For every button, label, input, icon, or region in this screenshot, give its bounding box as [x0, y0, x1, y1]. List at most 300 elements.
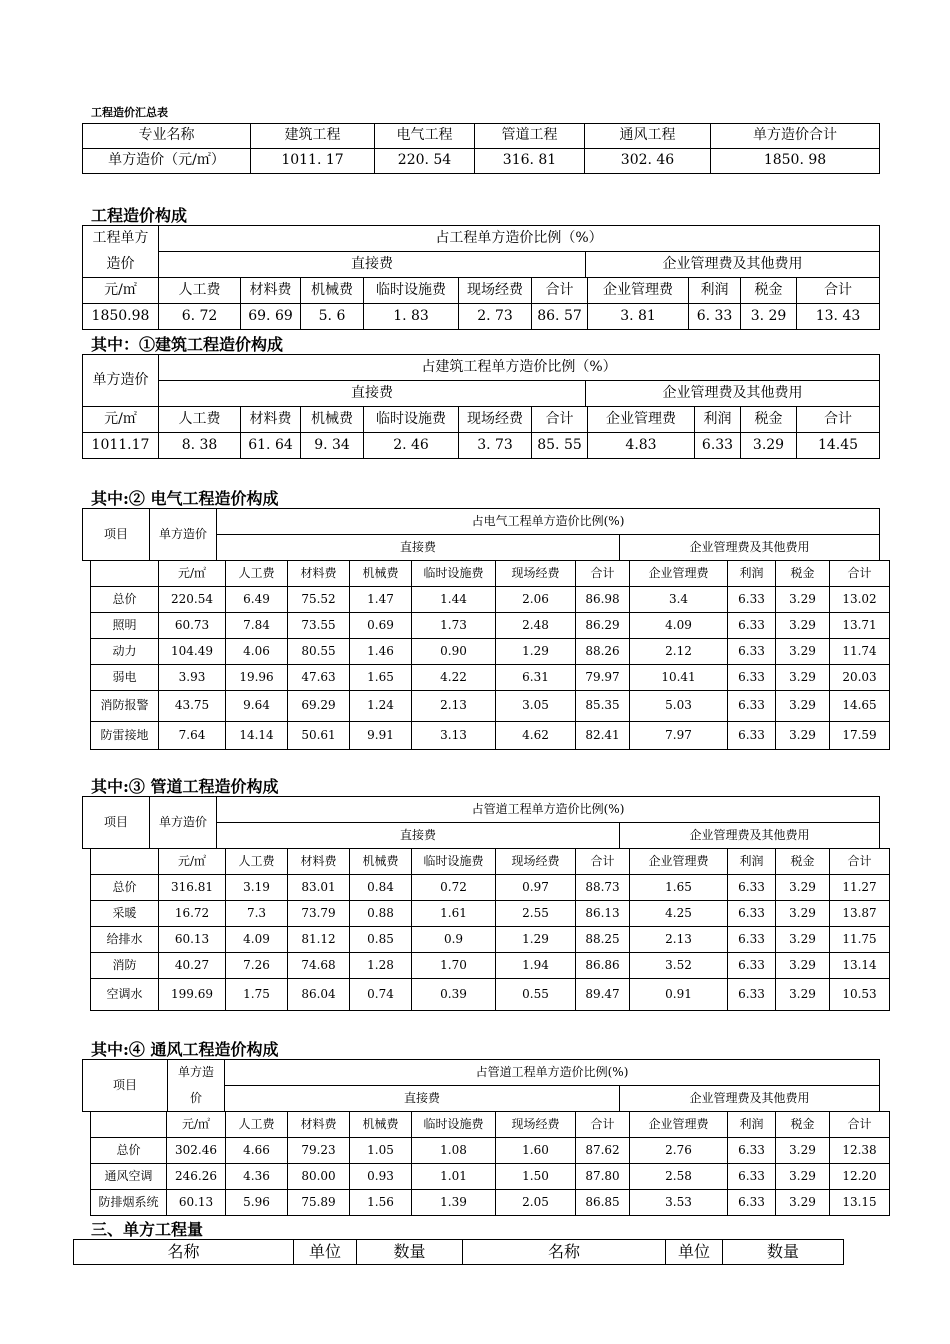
overall-column-header: 材料费 [241, 278, 301, 304]
cell: 6.49 [226, 587, 288, 613]
cell: 5.96 [226, 1190, 288, 1216]
cell: 246.26 [167, 1164, 226, 1190]
cell: 316.81 [159, 875, 226, 901]
quantity-header: 单位 [666, 1240, 723, 1265]
cell: 88.25 [576, 927, 630, 953]
cell: 10.41 [630, 665, 728, 691]
building-column-header: 现场经费 [459, 407, 532, 433]
piping-blank-cell [91, 849, 159, 875]
cell: 2.05 [496, 1190, 576, 1216]
cell: 1.44 [412, 587, 496, 613]
overall-value: 3. 29 [741, 304, 797, 330]
cell: 6.33 [728, 1164, 776, 1190]
cell: 9.91 [350, 722, 412, 750]
table-row [91, 1190, 890, 1216]
cell: 1.65 [630, 875, 728, 901]
cell: 2.13 [630, 927, 728, 953]
cell: 40.27 [159, 953, 226, 979]
electrical-column-header: 企业管理费 [630, 561, 728, 587]
cell: 0.72 [412, 875, 496, 901]
cell: 7.64 [159, 722, 226, 750]
cell: 13.02 [830, 587, 890, 613]
overall-value: 6. 33 [689, 304, 741, 330]
table-row [91, 1138, 890, 1164]
table-row [91, 875, 890, 901]
cell: 2.06 [496, 587, 576, 613]
cell: 0.93 [350, 1164, 412, 1190]
cell: 6.33 [728, 1190, 776, 1216]
cell: 2.76 [630, 1138, 728, 1164]
cell: 4.09 [226, 927, 288, 953]
electrical-column-header: 材料费 [288, 561, 350, 587]
cell: 302.46 [167, 1138, 226, 1164]
building-column-header: 机械费 [301, 407, 364, 433]
cell: 220.54 [159, 587, 226, 613]
electrical-column-header: 利润 [728, 561, 776, 587]
overall-column-header: 合计 [532, 278, 588, 304]
overall-column-header: 税金 [741, 278, 797, 304]
row-label: 防排烟系统 [91, 1190, 167, 1216]
electrical-direct-header: 直接费 [217, 535, 620, 561]
ventilation-column-header: 人工费 [226, 1112, 288, 1138]
cell: 0.91 [630, 979, 728, 1011]
building-value: 1011.17 [83, 433, 159, 459]
cell: 87.62 [576, 1138, 630, 1164]
building-value: 61. 64 [241, 433, 301, 459]
table-row [91, 722, 890, 750]
cell: 3.29 [776, 587, 830, 613]
cell: 75.52 [288, 587, 350, 613]
building-ratio-header: 占建筑工程单方造价比例（%） [159, 355, 880, 381]
summary-header: 建筑工程 [251, 124, 375, 149]
cell: 6.33 [728, 722, 776, 750]
cell: 1.08 [412, 1138, 496, 1164]
cell: 1.29 [496, 927, 576, 953]
cell: 3.4 [630, 587, 728, 613]
cell: 1.05 [350, 1138, 412, 1164]
cell: 0.84 [350, 875, 412, 901]
cell: 6.33 [728, 587, 776, 613]
cell: 3.13 [412, 722, 496, 750]
cell: 199.69 [159, 979, 226, 1011]
cell: 80.00 [288, 1164, 350, 1190]
building-value: 2. 46 [364, 433, 459, 459]
electrical-column-header: 人工费 [226, 561, 288, 587]
quantity-header: 数量 [723, 1240, 844, 1265]
ventilation-title: 其中:④ 通风工程造价构成 [91, 1040, 279, 1059]
cell: 4.62 [496, 722, 576, 750]
cell: 3.29 [776, 613, 830, 639]
ventilation-table-head [82, 1059, 880, 1112]
electrical-ratio-header: 占电气工程单方造价比例(%) [217, 509, 880, 535]
overall-table-body [82, 277, 880, 330]
cell: 4.06 [226, 639, 288, 665]
overall-column-header: 利润 [689, 278, 741, 304]
electrical-column-header: 合计 [830, 561, 890, 587]
cell: 86.86 [576, 953, 630, 979]
ventilation-column-header: 企业管理费 [630, 1112, 728, 1138]
ventilation-column-header: 临时设施费 [412, 1112, 496, 1138]
cell: 9.64 [226, 691, 288, 722]
cell: 0.97 [496, 875, 576, 901]
cell: 50.61 [288, 722, 350, 750]
quantity-header: 数量 [357, 1240, 463, 1265]
cell: 12.20 [830, 1164, 890, 1190]
cell: 1.75 [226, 979, 288, 1011]
cell: 1.65 [350, 665, 412, 691]
cell: 3.29 [776, 1164, 830, 1190]
electrical-column-header: 机械费 [350, 561, 412, 587]
row-label: 消防报警 [91, 691, 159, 722]
summary-header: 通风工程 [585, 124, 711, 149]
quantity-header: 名称 [74, 1240, 294, 1265]
ventilation-unit-header-line1: 单方造 [168, 1060, 225, 1086]
ventilation-column-header: 元/㎡ [167, 1112, 226, 1138]
summary-header: 专业名称 [83, 124, 251, 149]
row-label: 给排水 [91, 927, 159, 953]
cell: 11.74 [830, 639, 890, 665]
table-row [91, 587, 890, 613]
cell: 6.33 [728, 927, 776, 953]
ventilation-column-header: 机械费 [350, 1112, 412, 1138]
cell: 0.39 [412, 979, 496, 1011]
summary-table [82, 123, 880, 174]
cell: 86.04 [288, 979, 350, 1011]
summary-value: 220. 54 [375, 149, 475, 174]
piping-column-header: 现场经费 [496, 849, 576, 875]
overall-column-header: 元/㎡ [83, 278, 159, 304]
ventilation-column-header: 现场经费 [496, 1112, 576, 1138]
overall-value: 2. 73 [459, 304, 532, 330]
building-col0: 单方造价 [83, 355, 159, 407]
ventilation-unit-header-line2: 价 [168, 1086, 225, 1112]
cell: 16.72 [159, 901, 226, 927]
cell: 0.90 [412, 639, 496, 665]
electrical-mgmt-header: 企业管理费及其他费用 [620, 535, 880, 561]
overall-column-header: 临时设施费 [364, 278, 459, 304]
ventilation-table-body [90, 1111, 890, 1216]
overall-value: 5. 6 [301, 304, 364, 330]
cell: 20.03 [830, 665, 890, 691]
cell: 2.12 [630, 639, 728, 665]
building-column-header: 合计 [532, 407, 588, 433]
cell: 13.14 [830, 953, 890, 979]
cell: 19.96 [226, 665, 288, 691]
table-row [91, 613, 890, 639]
electrical-blank-cell [91, 561, 159, 587]
table-row [91, 665, 890, 691]
cell: 80.55 [288, 639, 350, 665]
cell: 11.27 [830, 875, 890, 901]
summary-header: 管道工程 [475, 124, 585, 149]
table-row [91, 953, 890, 979]
overall-col0-line2: 造价 [83, 252, 159, 278]
summary-value: 302. 46 [585, 149, 711, 174]
cell: 2.58 [630, 1164, 728, 1190]
cell: 13.15 [830, 1190, 890, 1216]
overall-value: 69. 69 [241, 304, 301, 330]
cell: 3.29 [776, 691, 830, 722]
overall-col0-line1: 工程单方 [83, 226, 159, 252]
cell: 7.84 [226, 613, 288, 639]
row-label: 总价 [91, 587, 159, 613]
cell: 83.01 [288, 875, 350, 901]
cell: 17.59 [830, 722, 890, 750]
ventilation-column-header: 材料费 [288, 1112, 350, 1138]
cell: 6.33 [728, 979, 776, 1011]
building-value: 6.33 [695, 433, 741, 459]
building-column-header: 利润 [695, 407, 741, 433]
piping-column-header: 合计 [576, 849, 630, 875]
cell: 3.29 [776, 1138, 830, 1164]
table-row [91, 1164, 890, 1190]
piping-column-header: 合计 [830, 849, 890, 875]
table-row [91, 901, 890, 927]
electrical-column-header: 元/㎡ [159, 561, 226, 587]
cell: 6.33 [728, 901, 776, 927]
ventilation-column-header: 合计 [576, 1112, 630, 1138]
row-label: 通风空调 [91, 1164, 167, 1190]
building-value: 85. 55 [532, 433, 588, 459]
cell: 74.68 [288, 953, 350, 979]
overall-column-header: 合计 [797, 278, 880, 304]
piping-item-header: 项目 [83, 797, 150, 849]
cell: 3.29 [776, 953, 830, 979]
piping-column-header: 临时设施费 [412, 849, 496, 875]
piping-title: 其中:③ 管道工程造价构成 [91, 777, 279, 796]
piping-column-header: 材料费 [288, 849, 350, 875]
building-column-header: 税金 [741, 407, 797, 433]
cell: 0.69 [350, 613, 412, 639]
piping-column-header: 利润 [728, 849, 776, 875]
row-label: 照明 [91, 613, 159, 639]
cell: 47.63 [288, 665, 350, 691]
summary-header-row [83, 124, 880, 149]
cell: 75.89 [288, 1190, 350, 1216]
cell: 6.33 [728, 665, 776, 691]
cell: 73.79 [288, 901, 350, 927]
overall-column-header: 现场经费 [459, 278, 532, 304]
summary-title: 工程造价汇总表 [91, 106, 168, 119]
building-mgmt-header: 企业管理费及其他费用 [586, 381, 880, 407]
quantity-title: 三、单方工程量 [91, 1220, 204, 1239]
cell: 1.94 [496, 953, 576, 979]
ventilation-blank-cell [91, 1112, 167, 1138]
cell: 1.73 [412, 613, 496, 639]
cell: 1.01 [412, 1164, 496, 1190]
cell: 4.22 [412, 665, 496, 691]
building-value: 4.83 [588, 433, 695, 459]
building-column-header: 合计 [797, 407, 880, 433]
cell: 1.24 [350, 691, 412, 722]
cell: 1.60 [496, 1138, 576, 1164]
cell: 3.29 [776, 875, 830, 901]
piping-column-header: 元/㎡ [159, 849, 226, 875]
cell: 6.33 [728, 613, 776, 639]
cell: 3.29 [776, 1190, 830, 1216]
cell: 1.39 [412, 1190, 496, 1216]
electrical-column-header: 税金 [776, 561, 830, 587]
cell: 2.13 [412, 691, 496, 722]
cell: 7.97 [630, 722, 728, 750]
cell: 6.33 [728, 875, 776, 901]
cell: 3.29 [776, 722, 830, 750]
cell: 1.28 [350, 953, 412, 979]
cell: 4.09 [630, 613, 728, 639]
piping-column-header: 企业管理费 [630, 849, 728, 875]
piping-table-body [90, 848, 890, 1011]
electrical-column-header: 临时设施费 [412, 561, 496, 587]
cell: 4.25 [630, 901, 728, 927]
overall-column-header: 机械费 [301, 278, 364, 304]
row-label: 采暖 [91, 901, 159, 927]
cell: 14.65 [830, 691, 890, 722]
row-label: 总价 [91, 875, 159, 901]
cell: 2.48 [496, 613, 576, 639]
ventilation-item-header: 项目 [83, 1060, 168, 1112]
cell: 5.03 [630, 691, 728, 722]
cell: 79.97 [576, 665, 630, 691]
building-title: 其中：①建筑工程造价构成 [91, 335, 284, 354]
cell: 86.98 [576, 587, 630, 613]
cell: 6.33 [728, 953, 776, 979]
cell: 6.33 [728, 639, 776, 665]
building-value: 9. 34 [301, 433, 364, 459]
cell: 0.85 [350, 927, 412, 953]
cell: 86.85 [576, 1190, 630, 1216]
cell: 6.33 [728, 1138, 776, 1164]
summary-value: 1011. 17 [251, 149, 375, 174]
building-table-head [82, 354, 880, 407]
cell: 60.13 [167, 1190, 226, 1216]
cell: 1.61 [412, 901, 496, 927]
building-value: 3. 73 [459, 433, 532, 459]
row-label: 防雷接地 [91, 722, 159, 750]
electrical-item-header: 项目 [83, 509, 150, 561]
piping-column-header: 税金 [776, 849, 830, 875]
summary-row-label: 单方造价（元/㎡） [83, 149, 251, 174]
building-value: 8. 38 [159, 433, 241, 459]
cell: 6.31 [496, 665, 576, 691]
piping-unit-header: 单方造价 [150, 797, 217, 849]
cell: 13.87 [830, 901, 890, 927]
cell: 60.73 [159, 613, 226, 639]
overall-value: 1. 83 [364, 304, 459, 330]
ventilation-ratio-header: 占管道工程单方造价比例(%) [225, 1060, 880, 1086]
cell: 3.53 [630, 1190, 728, 1216]
cell: 3.05 [496, 691, 576, 722]
summary-header: 电气工程 [375, 124, 475, 149]
overall-ratio-header: 占工程单方造价比例（%） [159, 226, 880, 252]
cell: 3.29 [776, 927, 830, 953]
overall-value: 6. 72 [159, 304, 241, 330]
cell: 4.36 [226, 1164, 288, 1190]
cell: 3.29 [776, 665, 830, 691]
cell: 4.66 [226, 1138, 288, 1164]
cell: 3.93 [159, 665, 226, 691]
cell: 1.50 [496, 1164, 576, 1190]
overall-column-header: 企业管理费 [588, 278, 689, 304]
cell: 0.55 [496, 979, 576, 1011]
cell: 2.55 [496, 901, 576, 927]
ventilation-mgmt-header: 企业管理费及其他费用 [620, 1086, 880, 1112]
cell: 3.29 [776, 901, 830, 927]
cell: 73.55 [288, 613, 350, 639]
overall-mgmt-header: 企业管理费及其他费用 [586, 252, 880, 278]
cell: 11.75 [830, 927, 890, 953]
ventilation-column-header: 税金 [776, 1112, 830, 1138]
cell: 13.71 [830, 613, 890, 639]
cell: 12.38 [830, 1138, 890, 1164]
overall-value: 13. 43 [797, 304, 880, 330]
cell: 3.29 [776, 979, 830, 1011]
ventilation-direct-header: 直接费 [225, 1086, 620, 1112]
overall-value: 3. 81 [588, 304, 689, 330]
cell: 88.73 [576, 875, 630, 901]
building-column-header: 元/㎡ [83, 407, 159, 433]
cell: 87.80 [576, 1164, 630, 1190]
summary-header: 单方造价合计 [711, 124, 880, 149]
cell: 86.29 [576, 613, 630, 639]
cell: 104.49 [159, 639, 226, 665]
cell: 1.46 [350, 639, 412, 665]
building-column-header: 企业管理费 [588, 407, 695, 433]
cell: 85.35 [576, 691, 630, 722]
table-row [91, 691, 890, 722]
piping-table-head [82, 796, 880, 849]
cell: 89.47 [576, 979, 630, 1011]
cell: 3.19 [226, 875, 288, 901]
cell: 0.88 [350, 901, 412, 927]
row-label: 总价 [91, 1138, 167, 1164]
overall-title: 工程造价构成 [91, 206, 188, 225]
summary-value: 316. 81 [475, 149, 585, 174]
electrical-column-header: 现场经费 [496, 561, 576, 587]
electrical-title: 其中:② 电气工程造价构成 [91, 489, 279, 508]
summary-value-row [83, 149, 880, 174]
cell: 1.29 [496, 639, 576, 665]
building-table-body [82, 406, 880, 459]
piping-mgmt-header: 企业管理费及其他费用 [620, 823, 880, 849]
row-label: 消防 [91, 953, 159, 979]
summary-value: 1850. 98 [711, 149, 880, 174]
cell: 82.41 [576, 722, 630, 750]
cell: 88.26 [576, 639, 630, 665]
building-column-header: 材料费 [241, 407, 301, 433]
overall-direct-header: 直接费 [159, 252, 586, 278]
overall-table-head [82, 225, 880, 278]
cell: 79.23 [288, 1138, 350, 1164]
piping-column-header: 机械费 [350, 849, 412, 875]
cell: 7.3 [226, 901, 288, 927]
cell: 81.12 [288, 927, 350, 953]
row-label: 弱电 [91, 665, 159, 691]
overall-value: 86. 57 [532, 304, 588, 330]
electrical-table-body [90, 560, 890, 750]
electrical-table-head [82, 508, 880, 561]
building-value: 14.45 [797, 433, 880, 459]
overall-value: 1850.98 [83, 304, 159, 330]
piping-ratio-header: 占管道工程单方造价比例(%) [217, 797, 880, 823]
cell: 0.74 [350, 979, 412, 1011]
table-row [91, 639, 890, 665]
ventilation-column-header: 利润 [728, 1112, 776, 1138]
piping-column-header: 人工费 [226, 849, 288, 875]
electrical-unit-header: 单方造价 [150, 509, 217, 561]
cell: 10.53 [830, 979, 890, 1011]
cell: 60.13 [159, 927, 226, 953]
cell: 69.29 [288, 691, 350, 722]
